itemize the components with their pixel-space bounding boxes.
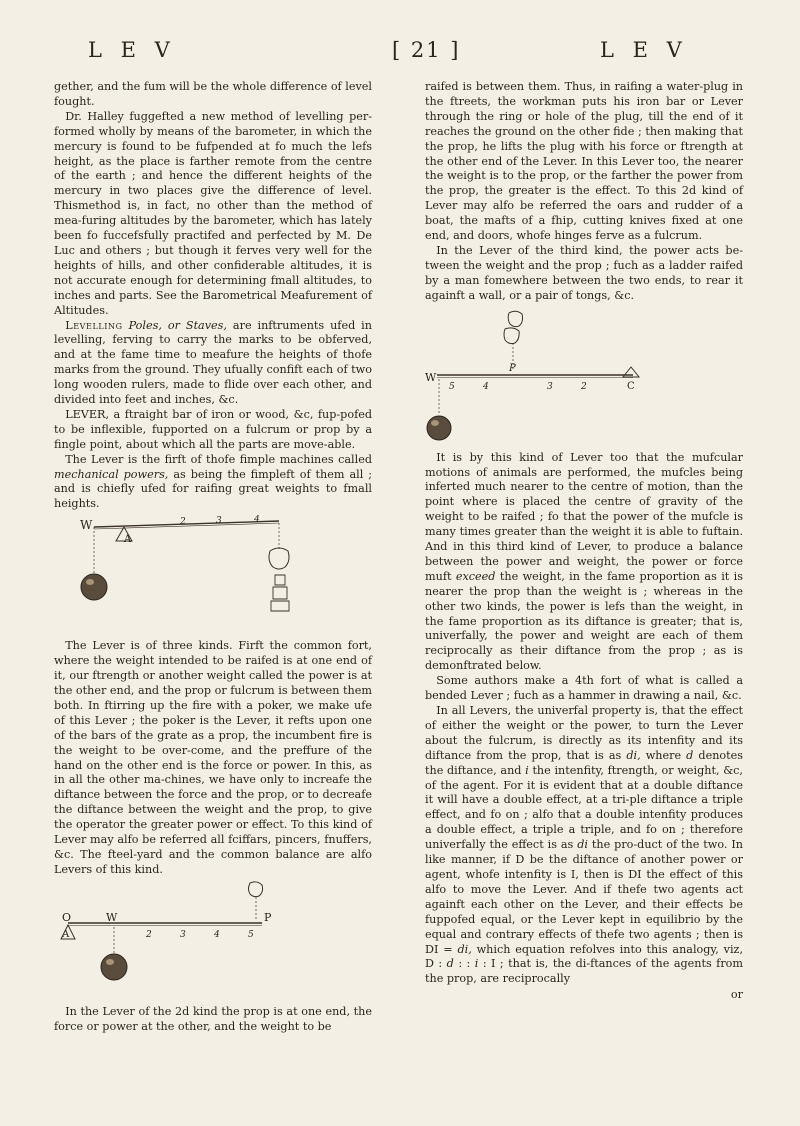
paragraph-bended-lever: Some authors make a 4th fort of what is called a bended Lever ; fuch as a hammer in drawing a nail, &c. bbox=[425, 674, 743, 703]
figure-lever-third-kind bbox=[425, 307, 743, 447]
right-column bbox=[425, 80, 743, 1003]
hand-icon bbox=[269, 548, 289, 569]
entry-headword: Levelling bbox=[65, 318, 123, 332]
text-span: It is by this kind of Lever too that the mufcular motions of animals are performed, the mufcles being inferted much nearer to the centre of motion, than the point where is placed the centre of gravity of the weight to be raifed ; fo that the power of the mufcle is many times greater than the weight it is able to fuftain. And in this third kind of Lever, to produce a balance between the power and weight, the power or force muft bbox=[425, 450, 743, 583]
math-term: di bbox=[577, 838, 588, 852]
text-span: as being the fimpleft of them all ; and is chiefly ufed for raifing great weights to fmall heights. bbox=[54, 467, 372, 511]
text-span: : I ; that is, the di-ftances of the agents from the prop, are reciprocally bbox=[425, 957, 744, 986]
math-term: d bbox=[686, 748, 694, 762]
page-number: [ 21 ] bbox=[392, 38, 461, 62]
paragraph: gether, and the fum will be the whole difference of level fought. bbox=[54, 80, 372, 108]
weight-ball bbox=[81, 574, 107, 600]
entry-italic: Poles, or Staves, bbox=[128, 318, 227, 332]
hand-icon bbox=[504, 327, 519, 343]
entry-text: a ftraight bar of iron or wood, &c, fup-pofed to be inflexible, fupported on a fulcrum or prop by a fingle point, about which all the parts are move-able. bbox=[54, 407, 373, 451]
tick-label: 3 bbox=[216, 516, 222, 527]
entry-text: are inftruments ufed in levelling, ferving to carry the marks to be obferved, and at the fame time to meafure the heights of thofe marks from the ground. They ufually confift each of two long wooden rulers, made to flide over each other, and divided into feet and inches, &c. bbox=[54, 318, 372, 407]
tick-label: 3 bbox=[547, 381, 553, 392]
paragraph-universal-property bbox=[425, 704, 743, 987]
figure-lever-first-kind bbox=[54, 515, 372, 635]
text-span: the pro-duct of the two. In like manner, if D be the diftance of another power or agent, whofe intenfity is I, then is DI the effect of this alfo to move the Lever. And if thefe two agents act againft each other on the Lever, and their effects be fuppofed equal, or the Lever kept in equilibrio by the equal and contrary effects of thefe two agents ; then is DI = bbox=[425, 838, 744, 956]
label-w: W bbox=[106, 910, 118, 924]
label-p: P bbox=[264, 910, 272, 924]
math-term: d bbox=[446, 957, 454, 971]
paragraph-lever-intro bbox=[54, 453, 372, 513]
header-right-title: L E V bbox=[600, 38, 688, 62]
text-span: : : bbox=[458, 957, 471, 971]
label-a: A bbox=[62, 928, 70, 940]
catchword: or bbox=[730, 988, 743, 1002]
weight-ball bbox=[427, 416, 451, 440]
label-w: W bbox=[80, 518, 93, 533]
text-span: In all Levers, the univerfal property is, that the effect of either the weight or the power, to turn the Lever about the fulcrum, is directly as its intenfity and its diftance from the prop, that is as bbox=[425, 704, 743, 762]
weight-highlight bbox=[431, 420, 439, 426]
label-w: W bbox=[425, 370, 437, 384]
math-term: di, bbox=[457, 942, 472, 956]
math-term: di, bbox=[626, 748, 641, 762]
weight-stack bbox=[271, 575, 289, 611]
paragraph-water-plug: raifed is between them. Thus, in raifing a water-plug in the ftreets, the workman puts his iron bar or Lever through the ring or hole of the plug, till the end of it reaches the ground on the other fide ; then making that the prop, he lifts the plug with his force or ftrength at the other end of the Lever. In this Lever too, the nearer the weight is to the prop, or the farther the power from the prop, the greater is the effect. To this 2d kind of Lever may alfo be referred the oars and rudder of a boat, the mafts of a fhip, cutting knives fixed at one end, and doors, whofe hinges ferve as a fulcrum. bbox=[425, 80, 743, 243]
running-header bbox=[0, 38, 800, 78]
tick-label: 4 bbox=[214, 929, 220, 940]
tick-label: 2 bbox=[581, 381, 587, 392]
paragraph-second-kind: In the Lever of the 2d kind the prop is at one end, the force or power at the other, and the weight to be bbox=[54, 1004, 372, 1033]
paragraph-muscular bbox=[425, 451, 743, 675]
paragraph-three-kinds: The Lever is of three kinds. Firft the common fort, where the weight intended to be raifed is at one end of it, our ftrength or another weight called the power is at the other end, and the prop or fulcrum is between them both. In ftirring up the fire with a poker, we make ufe of this Lever ; the poker is the Lever, it refts upon one of the bars of the grate as a prop, the incumbent fire is the weight to be over-come, and the preffure of the hand on the other end is the force or power. In this, as in all the other ma-chines, we have only to increafe the diftance between the force and the prop, or to decreafe the diftance between the weight and the prop, to give the operator the greater power or effect. To this kind of Lever may alfo be referred all fciffars, pincers, fnuffers, &c. The fteel-yard and the common balance are alfo Levers of this kind. bbox=[54, 639, 372, 876]
label-o: O bbox=[62, 910, 72, 924]
hand-icon bbox=[249, 882, 263, 897]
label-p: P bbox=[509, 362, 516, 374]
tick-label: 3 bbox=[180, 929, 186, 940]
text-span: denotes the diftance, and bbox=[425, 748, 744, 777]
tick-label: 2 bbox=[146, 929, 152, 940]
tick-label: 5 bbox=[449, 381, 455, 392]
entry-headword: LEVER, bbox=[65, 407, 110, 421]
left-column bbox=[54, 80, 372, 1035]
header-left-title: L E V bbox=[88, 38, 176, 62]
hand-icon bbox=[508, 311, 522, 326]
tick-label: 4 bbox=[254, 515, 260, 526]
paragraph-halley: Dr. Halley fuggefted a new method of levelling per-formed wholly by means of the barometer, in which the mercury is found to be fufpended at fo much the lefs height, as the place is farther remote from the centre of the earth ; and hence the different heights of the mercury in two places give the difference of level. Thismethod is, in fact, no other than the method of mea-furing altitudes by the barometer, which has lately been fo fuccefsfully practifed and perfected by M. De Luc and others ; but though it ferves very well for the heights of hills, and other confiderable altitudes, it is not accurate enough for determining fmall altitudes, to inches and parts. See the Barometrical Meafurement of Altitudes. bbox=[54, 109, 372, 317]
figure-lever-second-kind bbox=[54, 881, 372, 1001]
paragraph-third-kind: In the Lever of the third kind, the power acts be-tween the weight and the prop ; fuch as a ladder raifed by a man fomewhere between the two ends, to rear it againft a wall, or a pair of tongs, &c. bbox=[425, 243, 743, 302]
label-c: C bbox=[627, 380, 635, 392]
text-span: the intenfity, ftrength, or weight, &c, of the agent. For it is evident that at a double diftance it will have a double effect, at a tri-ple diftance a triple effect, and fo on ; alfo that a double intenfity produces a double effect, a triple a triple, and fo on ; therefore univerfally the effect is as bbox=[425, 763, 743, 852]
text-span: The Lever is the firft of thofe fimple machines called bbox=[65, 452, 372, 466]
weight-ball bbox=[101, 954, 127, 980]
tick-label: 5 bbox=[248, 929, 254, 940]
text-span: the weight, in the fame proportion as it is nearer the prop than the weight is ; whereas in the other two kinds, the power is lefs than the weight, in the fame proportion as its diftance is greater; that is, univerfally, the power and weight are each of them reciprocally as their diftance from the prop ; as is demonftrated below. bbox=[425, 569, 744, 673]
math-term: i bbox=[525, 763, 529, 777]
text-span: where bbox=[645, 748, 682, 762]
weight-highlight bbox=[106, 959, 114, 965]
label-a: A bbox=[124, 534, 132, 546]
weight-highlight bbox=[86, 579, 94, 585]
italic-term: exceed bbox=[455, 569, 496, 583]
math-term: i bbox=[474, 957, 479, 971]
entry-levelling-poles bbox=[54, 319, 372, 408]
tick-label: 2 bbox=[180, 517, 186, 528]
italic-term: mechanical powers, bbox=[54, 467, 169, 481]
text-span: which equation refolves into this analogy, viz, D : bbox=[425, 942, 743, 971]
tick-label: 4 bbox=[483, 381, 489, 392]
entry-lever bbox=[54, 408, 372, 453]
